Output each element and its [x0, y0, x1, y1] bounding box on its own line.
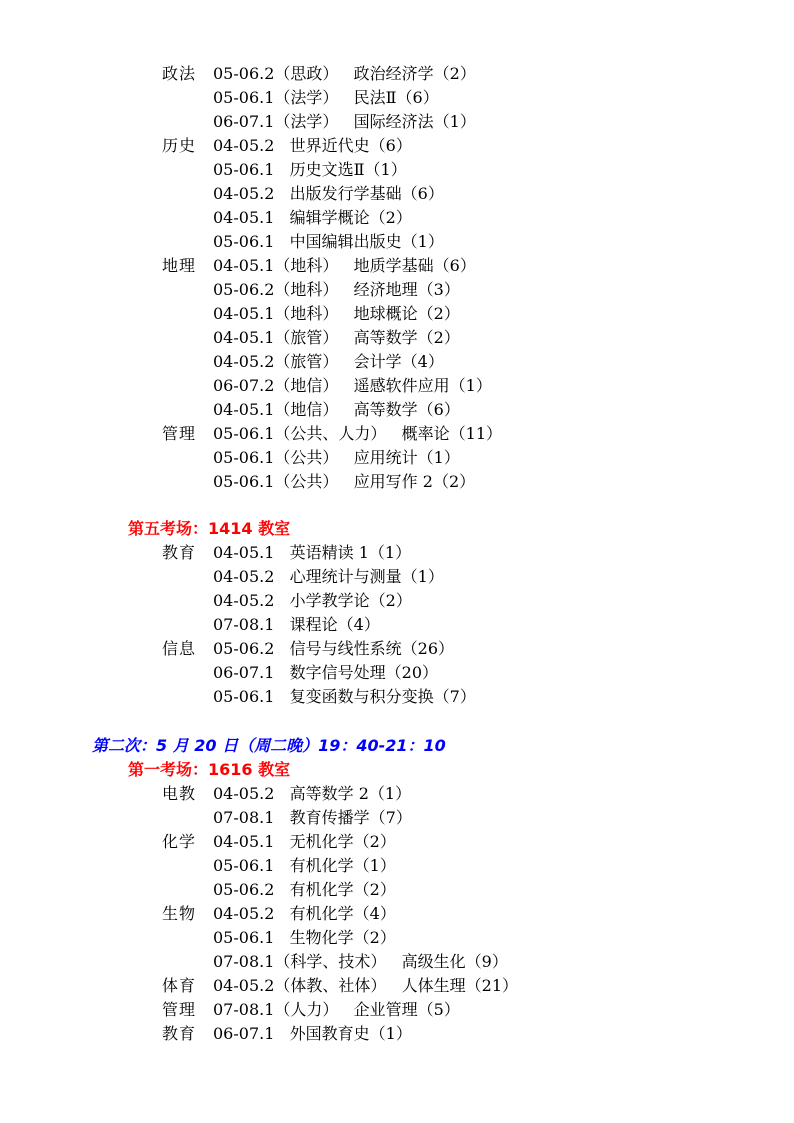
course-entry [213, 541, 411, 565]
course-entry [213, 398, 460, 422]
room-heading-5: 第五考场：1414 教室 [128, 519, 291, 538]
course-entry [213, 374, 492, 398]
course-entry [213, 902, 396, 926]
class-code: 04-05.2 [213, 567, 275, 586]
course-entry [213, 86, 439, 110]
course-name: 历史文选Ⅱ（1） [289, 160, 407, 179]
class-code: 04-05.1 [213, 543, 275, 562]
course-name: 生物化学（2） [289, 928, 396, 947]
class-code: 04-05.2 [213, 136, 275, 155]
class-code: 05-06.1（公共、人力） [213, 424, 387, 443]
class-code: 05-06.2（地科） [213, 280, 339, 299]
course-name: 有机化学（4） [289, 904, 396, 923]
class-code: 04-05.1（地科） [213, 256, 339, 275]
course-name: 应用统计（1） [353, 448, 460, 467]
course-name: 编辑学概论（2） [289, 208, 412, 227]
class-code: 05-06.1 [213, 856, 275, 875]
course-name: 政治经济学（2） [353, 64, 476, 83]
course-name: 外国教育史（1） [289, 1024, 412, 1043]
course-entry [213, 254, 476, 278]
class-code: 06-07.2（地信） [213, 376, 339, 395]
course-name: 概率论（11） [401, 424, 503, 443]
class-code: 07-08.1（科学、技术） [213, 952, 387, 971]
room-heading-1: 第一考场：1616 教室 [128, 760, 291, 779]
course-name: 信号与线性系统（26） [289, 639, 455, 658]
class-code: 04-05.2（体教、社体） [213, 976, 387, 995]
class-code: 04-05.1 [213, 832, 275, 851]
course-name: 心理统计与测量（1） [289, 567, 444, 586]
course-name: 高等数学 2（1） [289, 784, 412, 803]
course-name: 经济地理（3） [353, 280, 460, 299]
course-entry [213, 854, 396, 878]
class-code: 05-06.2（思政） [213, 64, 339, 83]
class-code: 04-05.1（旅管） [213, 328, 339, 347]
course-name: 中国编辑出版史（1） [289, 232, 444, 251]
class-code: 05-06.1（公共） [213, 448, 339, 467]
course-name: 无机化学（2） [289, 832, 396, 851]
course-name: 人体生理（21） [401, 976, 519, 995]
course-name: 有机化学（1） [289, 856, 396, 875]
course-entry [213, 661, 438, 685]
class-code: 06-07.1 [213, 663, 275, 682]
course-entry [213, 998, 460, 1022]
course-name: 数字信号处理（20） [289, 663, 439, 682]
course-entry [213, 565, 444, 589]
course-entry [213, 470, 475, 494]
class-code: 04-05.2 [213, 591, 275, 610]
course-entry [213, 974, 518, 998]
course-entry [213, 685, 476, 709]
course-name: 高等数学（6） [353, 400, 460, 419]
class-code: 04-05.2（旅管） [213, 352, 339, 371]
course-name: 英语精读 1（1） [289, 543, 412, 562]
class-code: 05-06.1 [213, 687, 275, 706]
class-code: 05-06.1 [213, 232, 275, 251]
course-name: 企业管理（5） [353, 1000, 460, 1019]
department-label: 教育 [162, 1024, 197, 1043]
class-code: 05-06.2 [213, 639, 275, 658]
department-label: 化学 [162, 832, 197, 851]
course-name: 国际经济法（1） [353, 112, 476, 131]
course-entry [213, 110, 476, 134]
class-code: 07-08.1 [213, 615, 275, 634]
course-name: 地质学基础（6） [353, 256, 476, 275]
class-code: 04-05.2 [213, 904, 275, 923]
course-entry [213, 782, 411, 806]
course-entry [213, 1022, 412, 1046]
department-label: 管理 [162, 424, 197, 443]
class-code: 04-05.2 [213, 784, 275, 803]
class-code: 04-05.1 [213, 208, 275, 227]
department-label: 历史 [162, 136, 197, 155]
class-code: 05-06.1 [213, 160, 275, 179]
course-entry [213, 878, 396, 902]
course-entry [213, 806, 412, 830]
course-entry [213, 134, 412, 158]
course-name: 复变函数与积分变换（7） [289, 687, 476, 706]
course-entry [213, 926, 396, 950]
course-name: 小学教学论（2） [289, 591, 412, 610]
course-entry [213, 422, 502, 446]
department-label: 体育 [162, 976, 197, 995]
course-name: 教育传播学（7） [289, 808, 412, 827]
department-label: 信息 [162, 639, 197, 658]
course-entry [213, 950, 508, 974]
course-entry [213, 62, 476, 86]
class-code: 05-06.2 [213, 880, 275, 899]
course-name: 遥感软件应用（1） [353, 376, 492, 395]
class-code: 04-05.1（地信） [213, 400, 339, 419]
course-name: 出版发行学基础（6） [289, 184, 444, 203]
course-entry [213, 302, 460, 326]
course-name: 有机化学（2） [289, 880, 396, 899]
department-label: 管理 [162, 1000, 197, 1019]
course-name: 课程论（4） [289, 615, 380, 634]
class-code: 05-06.1（公共） [213, 472, 339, 491]
class-code: 04-05.2 [213, 184, 275, 203]
department-label: 地理 [162, 256, 197, 275]
course-name: 高等数学（2） [353, 328, 460, 347]
course-entry [213, 637, 454, 661]
class-code: 05-06.1（法学） [213, 88, 339, 107]
course-name: 世界近代史（6） [289, 136, 412, 155]
course-entry [213, 446, 460, 470]
department-label: 政法 [162, 64, 197, 83]
class-code: 04-05.1（地科） [213, 304, 339, 323]
class-code: 06-07.1（法学） [213, 112, 339, 131]
course-entry [213, 230, 444, 254]
course-entry [213, 182, 444, 206]
department-label: 电教 [162, 784, 197, 803]
session-heading-2: 第二次：5 月 20 日（周二晚）19：40-21：10 [92, 736, 446, 755]
course-entry [213, 206, 412, 230]
course-name: 高级生化（9） [401, 952, 508, 971]
class-code: 06-07.1 [213, 1024, 275, 1043]
course-entry [213, 158, 407, 182]
class-code: 07-08.1 [213, 808, 275, 827]
department-label: 生物 [162, 904, 197, 923]
course-entry [213, 589, 412, 613]
class-code: 07-08.1（人力） [213, 1000, 339, 1019]
course-entry [213, 350, 444, 374]
course-entry [213, 613, 380, 637]
course-entry [213, 278, 460, 302]
course-entry [213, 830, 396, 854]
course-name: 应用写作 2（2） [353, 472, 476, 491]
course-name: 会计学（4） [353, 352, 444, 371]
course-name: 地球概论（2） [353, 304, 460, 323]
class-code: 05-06.1 [213, 928, 275, 947]
course-entry [213, 326, 460, 350]
department-label: 教育 [162, 543, 197, 562]
course-name: 民法Ⅱ（6） [353, 88, 439, 107]
